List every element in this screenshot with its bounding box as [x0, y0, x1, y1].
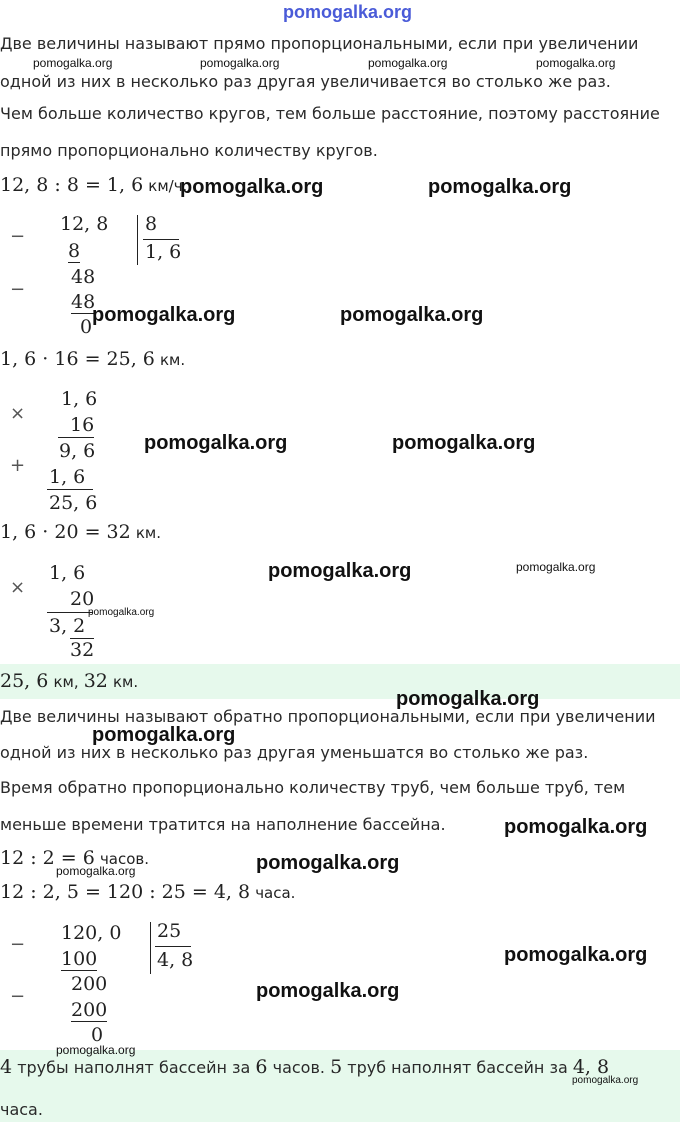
watermark: pomogalka.org — [256, 852, 400, 874]
division-bar — [150, 922, 151, 974]
watermark: pomogalka.org — [33, 56, 113, 70]
reasoning-line2: меньше времени тратится на наполнение бассейна. — [0, 815, 446, 834]
watermark: pomogalka.org — [392, 432, 536, 454]
watermark: pomogalka.org — [56, 864, 136, 878]
factor-a: 1, 6 — [49, 562, 86, 584]
division-bar — [137, 215, 138, 265]
equation-expression: 12 : 2 = 6 — [0, 847, 95, 869]
watermark: pomogalka.org — [396, 688, 540, 710]
divisor-line — [155, 946, 191, 947]
equation-speed — [0, 174, 187, 196]
product-result: 25, 6 — [49, 492, 98, 514]
sum-line — [47, 489, 93, 490]
factor-b: 20 — [70, 588, 95, 610]
remainder-final: 0 — [80, 316, 93, 338]
partial-product: 3, 2 — [49, 615, 86, 637]
partial-product-1: 9, 6 — [59, 440, 96, 462]
watermark: pomogalka.org — [504, 816, 648, 838]
watermark: pomogalka.org — [536, 56, 616, 70]
subtrahend-1: 8 — [68, 240, 81, 262]
dividend: 12, 8 — [60, 213, 109, 235]
equation-unit: км. — [160, 351, 186, 369]
site-header-link[interactable]: pomogalka.org — [283, 2, 413, 22]
remainder-1: 200 — [71, 973, 108, 995]
minus-sign: − — [10, 279, 26, 300]
watermark: pomogalka.org — [200, 56, 280, 70]
remainder-final: 0 — [91, 1024, 104, 1046]
equation-expression: 12 : 2, 5 = 120 : 25 = 4, 8 — [0, 881, 251, 903]
factor-b: 16 — [70, 414, 95, 436]
equation-expression: 1, 6 · 16 = 25, 6 — [0, 348, 155, 370]
equation-unit: км/ч. — [148, 177, 188, 195]
watermark: pomogalka.org — [428, 176, 572, 198]
divisor: 8 — [145, 213, 158, 235]
watermark: pomogalka.org — [516, 560, 596, 574]
times-sign: × — [10, 403, 26, 424]
watermark: pomogalka.org — [56, 1043, 136, 1057]
equation-unit: часа. — [255, 884, 296, 902]
watermark: pomogalka.org — [504, 944, 648, 966]
subtrahend-2: 200 — [71, 999, 108, 1021]
equation-distance-16 — [0, 348, 185, 370]
definition-direct-line2: одной из них в несколько раз другая увеличивается во столько же раз. — [0, 72, 611, 91]
divisor: 25 — [157, 920, 182, 942]
watermark: pomogalka.org — [92, 724, 236, 746]
watermark: pomogalka.org — [340, 304, 484, 326]
equation-unit: часов. — [99, 850, 150, 868]
answer-box-2 — [0, 1050, 680, 1122]
quotient: 1, 6 — [145, 241, 182, 263]
product-result: 32 — [70, 639, 95, 661]
watermark: pomogalka.org — [144, 432, 288, 454]
watermark: pomogalka.org — [88, 607, 155, 618]
reasoning-line1: Время обратно пропорционально количеству труб, чем больше труб, тем — [0, 778, 626, 797]
equation-unit: км. — [135, 524, 161, 542]
remainder-1: 48 — [71, 266, 96, 288]
equation-expression: 1, 6 · 20 = 32 — [0, 521, 131, 543]
product-line — [58, 437, 94, 438]
quotient: 4, 8 — [157, 949, 194, 971]
product-line — [47, 612, 93, 613]
reasoning-line1: Чем больше количество кругов, тем больше расстояние, поэтому расстояние — [0, 104, 660, 123]
subtrahend-2: 48 — [71, 291, 96, 313]
answer-text-line1: 4 трубы наполнят бассейн за 6 часов. 5 труб наполнят бассейн за 4, 8 — [0, 1056, 610, 1078]
reasoning-line2: прямо пропорционально количеству кругов. — [0, 141, 378, 160]
watermark: pomogalka.org — [256, 980, 400, 1002]
definition-direct-line1: Две величины называют прямо пропорциональными, если при увеличении — [0, 34, 639, 53]
definition-inverse-line2: одной из них в несколько раз другая уменьшатся во столько же раз. — [0, 743, 589, 762]
definition-inverse-line1: Две величины называют обратно пропорциональными, если при увеличении — [0, 707, 656, 726]
equation-five-pipes — [0, 881, 295, 903]
partial-product-2: 1, 6 — [49, 466, 86, 488]
minus-sign: − — [10, 986, 26, 1007]
answer-text: 25, 6 км, 32 км. — [0, 670, 139, 692]
times-sign: × — [10, 577, 26, 598]
minus-sign: − — [10, 934, 26, 955]
equation-distance-20 — [0, 521, 161, 543]
dividend: 120, 0 — [61, 922, 122, 944]
answer-text-line2: часа. — [0, 1100, 43, 1119]
watermark: pomogalka.org — [180, 176, 324, 198]
watermark: pomogalka.org — [368, 56, 448, 70]
watermark: pomogalka.org — [268, 560, 412, 582]
plus-sign: + — [10, 455, 26, 476]
watermark: pomogalka.org — [572, 1075, 639, 1086]
divisor-line — [143, 239, 179, 240]
subtrahend-1: 100 — [61, 948, 98, 970]
factor-a: 1, 6 — [61, 388, 98, 410]
watermark: pomogalka.org — [92, 304, 236, 326]
equation-expression: 12, 8 : 8 = 1, 6 — [0, 174, 144, 196]
answer-box-1 — [0, 664, 680, 699]
minus-sign: − — [10, 226, 26, 247]
